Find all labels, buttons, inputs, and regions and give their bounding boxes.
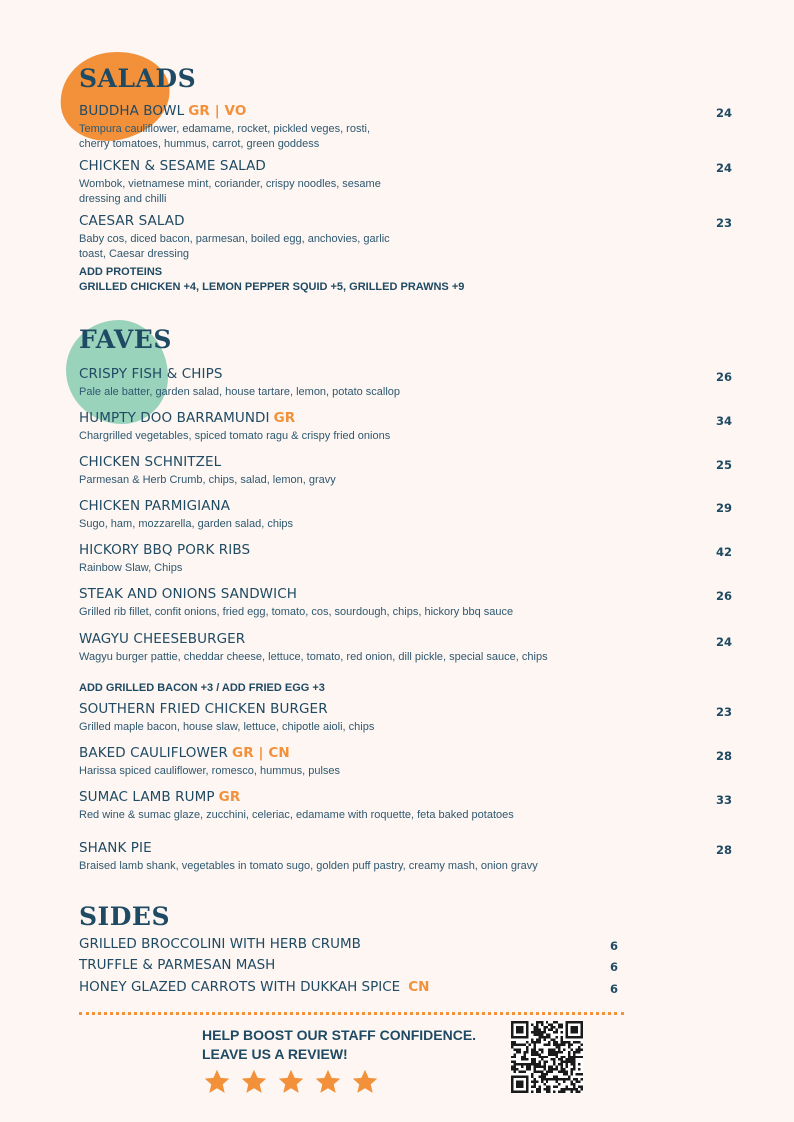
side-price: 6 — [610, 982, 619, 996]
item-price: 25 — [715, 458, 732, 472]
item-description: Harissa spiced cauliflower, romesco, hummus, pulses — [79, 765, 341, 777]
side-item-carrots — [79, 979, 429, 995]
item-description: Red wine & sumac glaze, zucchini, celeriac, edamame with roquette, feta baked potatoes — [79, 809, 514, 821]
item-price: 28 — [715, 749, 732, 763]
item-name: BUDDHA BOWL — [79, 103, 185, 119]
menu-item-chicken-burger — [79, 701, 729, 735]
item-price: 23 — [715, 705, 732, 719]
side-item-broccolini: GRILLED BROCCOLINI WITH HERB CRUMB — [79, 936, 361, 952]
item-name: STEAK AND ONIONS SANDWICH — [79, 586, 297, 602]
item-price: 42 — [715, 545, 732, 559]
item-description: Wagyu burger pattie, cheddar cheese, lettuce, tomato, red onion, dill pickle, special sauce, chips — [79, 651, 548, 663]
add-proteins-note: ADD PROTEINS GRILLED CHICKEN +4, LEMON PEPPER SQUID +5, GRILLED PRAWNS +9 — [79, 266, 465, 293]
review-prompt: HELP BOOST OUR STAFF CONFIDENCE. LEAVE US A REVIEW! — [202, 1027, 477, 1062]
side-item-mash: TRUFFLE & PARMESAN MASH — [79, 957, 276, 973]
salads-heading: SALADS — [79, 64, 197, 93]
item-name: CRISPY FISH & CHIPS — [79, 366, 223, 382]
item-name: HONEY GLAZED CARROTS WITH DUKKAH SPICE — [79, 979, 401, 995]
item-name: HICKORY BBQ PORK RIBS — [79, 542, 251, 558]
item-price: 28 — [715, 843, 732, 857]
item-description: Braised lamb shank, vegetables in tomato sugo, golden puff pastry, creamy mash, onion gravy — [79, 860, 538, 872]
menu-item-steak-sandwich — [79, 586, 729, 620]
item-description: Grilled rib fillet, confit onions, fried egg, tomato, cos, sourdough, chips, hickory bbq sauce — [79, 606, 514, 618]
menu-item-chicken-sesame-salad — [79, 158, 729, 207]
star-icon — [351, 1068, 379, 1096]
item-name: CAESAR SALAD — [79, 213, 185, 229]
star-icon — [277, 1068, 305, 1096]
side-price: 6 — [610, 939, 619, 953]
item-name: SHANK PIE — [79, 840, 152, 856]
item-name: SUMAC LAMB RUMP — [79, 789, 215, 805]
item-name: WAGYU CHEESEBURGER — [79, 631, 246, 647]
item-price: 33 — [715, 793, 732, 807]
sides-heading: SIDES — [79, 902, 171, 931]
item-price: 24 — [715, 106, 732, 120]
item-description: Parmesan & Herb Crumb, chips, salad, lemon, gravy — [79, 474, 336, 486]
item-price: 24 — [715, 161, 732, 175]
menu-item-lamb-rump — [79, 789, 729, 823]
star-rating — [203, 1068, 379, 1096]
item-description: Pale ale batter, garden salad, house tartare, lemon, potato scallop — [79, 386, 401, 398]
dietary-tag: CN — [408, 979, 430, 995]
item-price: 26 — [715, 589, 732, 603]
dietary-tag: GR | CN — [232, 745, 290, 761]
item-description: Wombok, vietnamese mint, coriander, crispy noodles, sesame dressing and chilli — [79, 178, 381, 205]
item-price: 24 — [715, 635, 732, 649]
menu-item-wagyu-burger — [79, 631, 589, 665]
dietary-tag: GR — [218, 789, 241, 805]
item-description: Sugo, ham, mozzarella, garden salad, chips — [79, 518, 294, 530]
side-price: 6 — [610, 960, 619, 974]
faves-heading: FAVES — [79, 325, 172, 354]
item-price: 23 — [715, 216, 732, 230]
item-name: CHICKEN & SESAME SALAD — [79, 158, 266, 174]
item-description: Baby cos, diced bacon, parmesan, boiled egg, anchovies, garlic toast, Caesar dressing — [79, 233, 390, 260]
menu-item-baked-cauliflower — [79, 745, 729, 779]
star-icon — [203, 1068, 231, 1096]
menu-item-schnitzel — [79, 454, 729, 488]
item-price: 29 — [715, 501, 732, 515]
qr-code-icon[interactable] — [511, 1021, 583, 1093]
menu-item-fish-chips — [79, 366, 729, 400]
menu-item-barramundi — [79, 410, 729, 444]
item-name: CHICKEN PARMIGIANA — [79, 498, 231, 514]
burger-addon-note: ADD GRILLED BACON +3 / ADD FRIED EGG +3 — [79, 682, 325, 694]
star-icon — [314, 1068, 342, 1096]
item-description: Tempura cauliflower, edamame, rocket, pickled veges, rosti, cherry tomatoes, hummus, carrot, green goddess — [79, 123, 371, 150]
dietary-tag: GR — [273, 410, 296, 426]
menu-item-caesar-salad — [79, 213, 729, 262]
item-description: Chargrilled vegetables, spiced tomato ragu & crispy fried onions — [79, 430, 391, 442]
item-price: 26 — [715, 370, 732, 384]
menu-item-shank-pie — [79, 840, 729, 874]
item-name: CHICKEN SCHNITZEL — [79, 454, 222, 470]
dotted-divider — [79, 1012, 624, 1015]
item-description: Grilled maple bacon, house slaw, lettuce, chipotle aioli, chips — [79, 721, 375, 733]
item-price: 34 — [715, 414, 732, 428]
item-name: HUMPTY DOO BARRAMUNDI — [79, 410, 270, 426]
item-description: Rainbow Slaw, Chips — [79, 562, 183, 574]
menu-item-parmigiana — [79, 498, 729, 532]
item-name: SOUTHERN FRIED CHICKEN BURGER — [79, 701, 328, 717]
menu-item-buddha-bowl — [79, 103, 729, 152]
item-name: BAKED CAULIFLOWER — [79, 745, 229, 761]
star-icon — [240, 1068, 268, 1096]
dietary-tag: GR | VO — [188, 103, 247, 119]
menu-item-pork-ribs — [79, 542, 729, 576]
